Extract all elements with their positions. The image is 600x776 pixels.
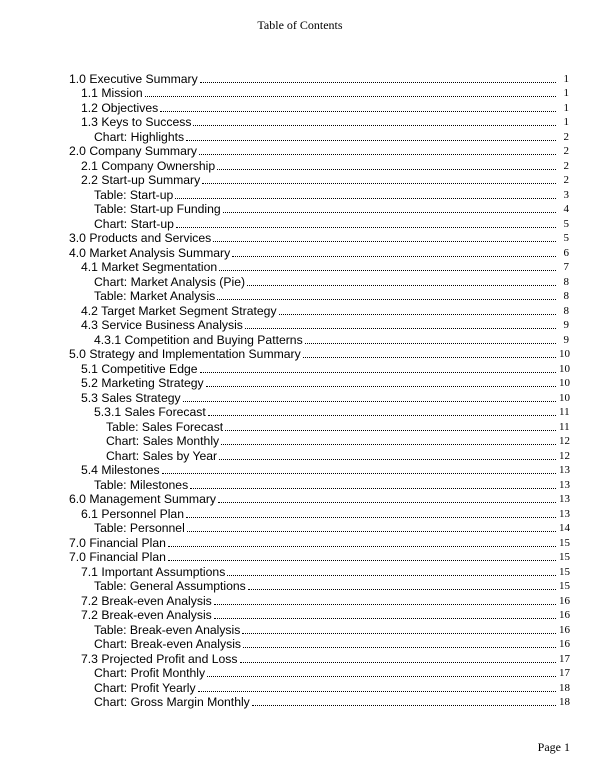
toc-entry[interactable] [69, 550, 569, 565]
toc-entry-label: Table: Sales Forecast [106, 419, 224, 434]
toc-entry-label: 1.2 Objectives [81, 100, 159, 115]
toc-entry-label: 7.3 Projected Profit and Loss [81, 651, 238, 666]
toc-entry[interactable] [69, 448, 569, 463]
dot-leader [186, 140, 556, 141]
toc-entry-label: Chart: Profit Monthly [94, 666, 206, 680]
toc-entry-page-number: 13 [559, 464, 570, 476]
dot-leader [186, 517, 556, 518]
toc-entry-page-number: 2 [563, 130, 569, 143]
toc-entry-page-number: 17 [559, 652, 570, 665]
toc-entry-label: Table: Personnel [94, 521, 185, 535]
toc-entry-label: 6.1 Personnel Plan [81, 506, 184, 521]
toc-entry[interactable] [69, 506, 569, 521]
toc-entry-page-number: 1 [563, 87, 569, 99]
dot-leader [183, 401, 556, 402]
toc-entry-page-number: 8 [563, 290, 569, 302]
toc-entry-page-number: 15 [559, 565, 570, 578]
dot-leader [202, 183, 556, 184]
toc-entry[interactable] [69, 347, 569, 362]
toc-entry-page-number: 11 [559, 406, 570, 418]
dot-leader [214, 604, 556, 605]
toc-entry[interactable] [69, 477, 569, 492]
toc-entry-label: Chart: Market Analysis (Pie) [94, 274, 246, 289]
toc-entry[interactable] [69, 463, 569, 478]
dot-leader [214, 618, 556, 619]
toc-entry-page-number: 10 [559, 377, 570, 389]
toc-entry-label: 7.0 Financial Plan [69, 550, 166, 564]
toc-entry[interactable] [69, 144, 569, 159]
toc-entry[interactable] [69, 608, 569, 623]
toc-entry-page-number: 10 [559, 348, 570, 360]
toc-entry-label: Chart: Start-up [94, 216, 174, 231]
toc-entry-page-number: 5 [563, 232, 569, 244]
dot-leader [217, 299, 556, 300]
toc-entry[interactable] [69, 173, 569, 188]
toc-entry-label: 5.0 Strategy and Implementation Summary [69, 347, 301, 361]
toc-entry[interactable] [69, 405, 569, 420]
toc-entry-label: 1.0 Executive Summary [69, 71, 198, 86]
page-title: Table of Contents [257, 18, 343, 32]
toc-entry-label: 4.1 Market Segmentation [81, 260, 218, 274]
toc-entry-page-number: 8 [563, 304, 569, 317]
dot-leader [175, 198, 556, 199]
toc-entry-label: Chart: Profit Yearly [94, 680, 196, 695]
toc-entry[interactable] [69, 434, 569, 449]
dot-leader [168, 546, 556, 547]
toc-entry-page-number: 4 [563, 203, 569, 215]
toc-entry-page-number: 6 [563, 246, 569, 259]
toc-entry[interactable] [69, 129, 569, 144]
dot-leader [199, 154, 556, 155]
toc-entry-label: Chart: Sales Monthly [106, 434, 220, 448]
toc-entry-page-number: 10 [559, 362, 570, 375]
toc-entry[interactable] [69, 86, 569, 101]
dot-leader [176, 227, 556, 228]
toc-entry[interactable] [69, 158, 569, 173]
dot-leader [242, 633, 556, 634]
toc-entry[interactable] [69, 680, 569, 695]
toc-entry-label: Chart: Sales by Year [106, 448, 218, 463]
dot-leader [225, 430, 556, 431]
toc-entry-label: 4.3 Service Business Analysis [81, 318, 243, 332]
toc-entry-page-number: 2 [563, 159, 569, 172]
dot-leader [252, 705, 556, 706]
toc-entry[interactable] [69, 666, 569, 681]
toc-entry[interactable] [69, 361, 569, 376]
dot-leader [219, 459, 556, 460]
toc-entry-page-number: 8 [563, 275, 569, 288]
toc-entry-page-number: 13 [559, 507, 570, 520]
dot-leader [227, 575, 556, 576]
toc-entry-page-number: 1 [563, 116, 569, 128]
toc-entry-label: Table: Start-up [94, 187, 174, 202]
toc-entry-page-number: 9 [563, 333, 569, 346]
toc-entry-label: 2.0 Company Summary [69, 144, 198, 158]
toc-entry-label: 3.0 Products and Services [69, 231, 212, 245]
toc-entry-page-number: 16 [559, 594, 570, 607]
toc-entry-page-number: 11 [559, 420, 570, 433]
dot-leader [218, 502, 556, 503]
toc-entry[interactable] [69, 535, 569, 550]
dot-leader [243, 647, 556, 648]
toc-entry-label: 6.0 Management Summary [69, 492, 216, 506]
toc-entry-label: 7.0 Financial Plan [69, 535, 166, 550]
toc-entry-label: 7.2 Break-even Analysis [81, 608, 212, 622]
toc-entry-label: 5.3.1 Sales Forecast [94, 405, 206, 419]
toc-entry[interactable] [69, 318, 569, 333]
toc-entry-label: 1.3 Keys to Success [81, 115, 192, 129]
toc-entry-page-number: 18 [559, 681, 570, 694]
dot-leader [305, 343, 556, 344]
toc-entry[interactable] [69, 274, 569, 289]
toc-entry-label: Table: Start-up Funding [94, 202, 221, 216]
toc-entry-page-number: 14 [559, 522, 570, 534]
toc-entry-label: 5.3 Sales Strategy [81, 390, 181, 405]
dot-leader [208, 415, 556, 416]
dot-leader [240, 662, 557, 663]
dot-leader [200, 372, 556, 373]
toc-entry[interactable] [69, 492, 569, 507]
toc-entry-label: 5.4 Milestones [81, 463, 160, 477]
toc-entry-label: Table: Milestones [94, 477, 189, 492]
toc-entry-label: 2.1 Company Ownership [81, 158, 216, 173]
toc-entry[interactable] [69, 260, 569, 275]
toc-entry[interactable] [69, 376, 569, 391]
toc-entry-page-number: 12 [559, 435, 570, 447]
dot-leader [206, 386, 556, 387]
toc-entry-page-number: 5 [563, 217, 569, 230]
toc-entry[interactable] [69, 202, 569, 217]
toc-entry-page-number: 15 [559, 580, 570, 592]
toc-entry[interactable] [69, 100, 569, 115]
toc-entry-page-number: 17 [559, 667, 570, 679]
toc-entry[interactable] [69, 231, 569, 246]
dot-leader [187, 531, 556, 532]
toc-entry-page-number: 15 [559, 536, 570, 549]
toc-entry[interactable] [69, 695, 569, 710]
toc-entry[interactable] [69, 637, 569, 652]
toc-entry-page-number: 12 [559, 449, 570, 462]
toc-entry-page-number: 2 [563, 174, 569, 186]
toc-entry[interactable] [69, 651, 569, 666]
toc-entry[interactable] [69, 419, 569, 434]
toc-entry-label: 7.1 Important Assumptions [81, 564, 226, 579]
toc-entry[interactable] [69, 521, 569, 536]
table-of-contents [69, 71, 569, 709]
toc-entry-page-number: 9 [563, 319, 569, 331]
dot-leader [232, 256, 556, 257]
dot-leader [168, 560, 556, 561]
dot-leader [221, 444, 556, 445]
toc-entry[interactable] [69, 216, 569, 231]
toc-entry-page-number: 7 [563, 261, 569, 273]
dot-leader [223, 212, 556, 213]
toc-entry-page-number: 3 [563, 188, 569, 201]
toc-entry-label: Chart: Gross Margin Monthly [94, 695, 250, 709]
dot-leader [162, 473, 556, 474]
toc-entry-label: Table: Break-even Analysis [94, 622, 241, 637]
toc-entry-label: Table: Market Analysis [94, 289, 216, 303]
dot-leader [193, 125, 556, 126]
toc-entry-page-number: 1 [563, 72, 569, 85]
dot-leader [248, 589, 556, 590]
dot-leader [219, 270, 556, 271]
toc-entry-label: 1.1 Mission [81, 86, 143, 100]
toc-entry[interactable] [69, 593, 569, 608]
page-number: Page 1 [537, 740, 570, 754]
toc-entry[interactable] [69, 115, 569, 130]
toc-entry-label: Table: General Assumptions [94, 579, 246, 593]
toc-entry-label: 4.0 Market Analysis Summary [69, 245, 231, 260]
toc-entry[interactable] [69, 187, 569, 202]
dot-leader [217, 169, 556, 170]
toc-entry-page-number: 13 [559, 493, 570, 505]
toc-entry[interactable] [69, 579, 569, 594]
dot-leader [207, 676, 556, 677]
dot-leader [200, 82, 556, 83]
dot-leader [245, 328, 556, 329]
toc-entry-page-number: 1 [563, 101, 569, 114]
dot-leader [160, 111, 556, 112]
toc-entry-page-number: 16 [559, 638, 570, 650]
toc-entry-page-number: 10 [559, 391, 570, 404]
toc-entry-label: Chart: Highlights [94, 129, 185, 144]
toc-entry-page-number: 15 [559, 551, 570, 563]
dot-leader [279, 314, 556, 315]
toc-entry-label: 5.2 Marketing Strategy [81, 376, 204, 390]
toc-entry-label: 4.2 Target Market Segment Strategy [81, 303, 277, 318]
toc-entry-label: 4.3.1 Competition and Buying Patterns [94, 332, 303, 347]
toc-entry[interactable] [69, 564, 569, 579]
toc-entry-label: 5.1 Competitive Edge [81, 361, 198, 376]
toc-entry-page-number: 13 [559, 478, 570, 491]
dot-leader [190, 488, 556, 489]
dot-leader [145, 96, 556, 97]
toc-entry[interactable] [69, 71, 569, 86]
dot-leader [213, 241, 556, 242]
toc-entry-label: 7.2 Break-even Analysis [81, 593, 212, 608]
toc-entry[interactable] [69, 289, 569, 304]
toc-entry-page-number: 16 [559, 623, 570, 636]
toc-entry[interactable] [69, 303, 569, 318]
dot-leader [198, 691, 556, 692]
toc-entry-label: 2.2 Start-up Summary [81, 173, 201, 187]
toc-entry[interactable] [69, 622, 569, 637]
toc-entry-page-number: 2 [563, 145, 569, 157]
dot-leader [303, 357, 556, 358]
toc-entry[interactable] [69, 245, 569, 260]
dot-leader [247, 285, 556, 286]
toc-entry-page-number: 16 [559, 609, 570, 621]
toc-entry-label: Chart: Break-even Analysis [94, 637, 241, 651]
toc-entry[interactable] [69, 390, 569, 405]
toc-entry[interactable] [69, 332, 569, 347]
toc-entry-page-number: 18 [559, 696, 570, 708]
